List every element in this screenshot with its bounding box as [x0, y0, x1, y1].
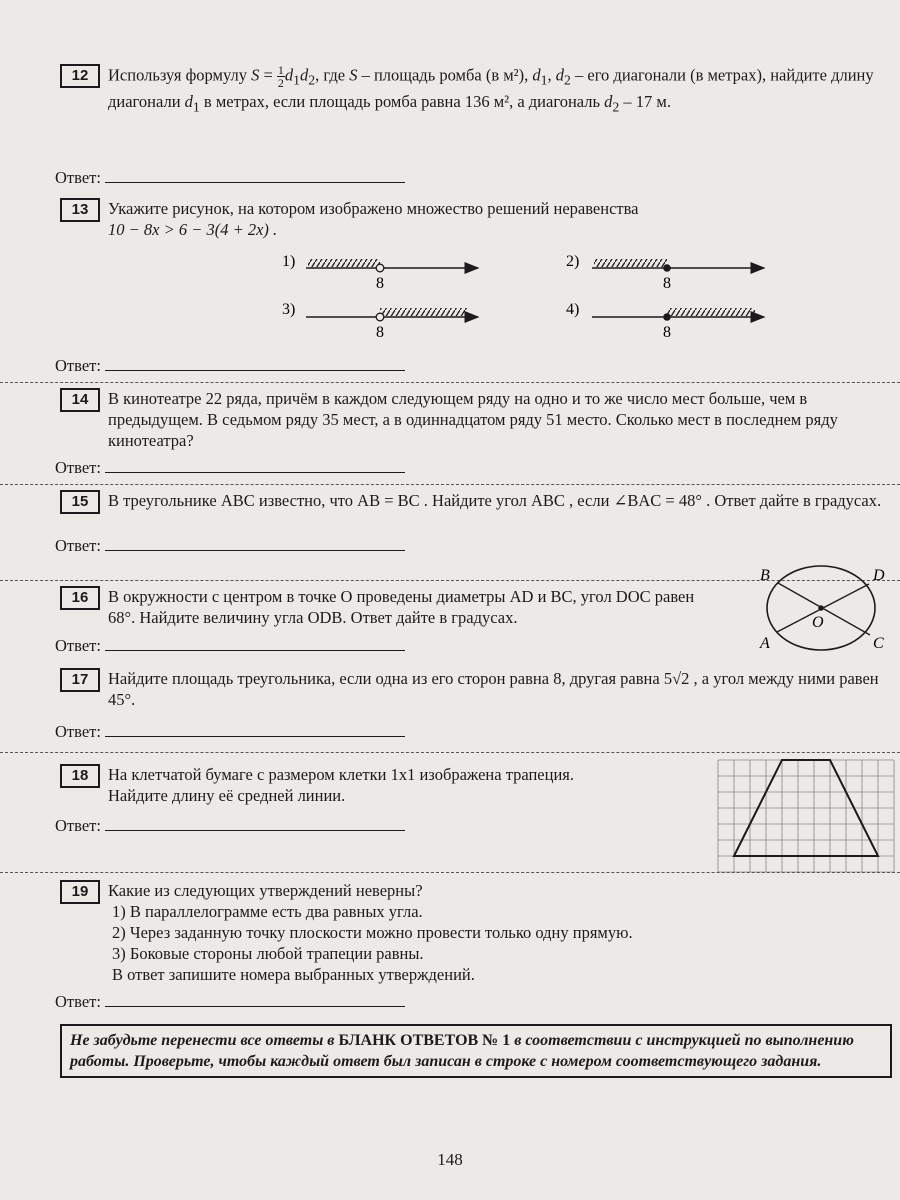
circle-diagram: [752, 562, 892, 662]
divider: [0, 484, 900, 485]
grid-trapezoid-diagram: [716, 758, 896, 873]
problem-16: [60, 586, 700, 628]
answer-12: Ответ:: [55, 168, 405, 188]
answer-line-17[interactable]: [105, 722, 405, 737]
problem-number: 12: [60, 64, 100, 88]
problem-text: Найдите площадь треугольника, если одна из его сторон равна 8, другая равна 5√2 , а угол между ними равен 45°.: [108, 669, 879, 709]
svg-text:D: D: [873, 567, 885, 584]
point-label: 8: [663, 324, 671, 341]
divider: [0, 752, 900, 753]
point-label: 8: [663, 275, 671, 292]
option-2-number-line[interactable]: [566, 253, 764, 292]
problem-13: [60, 198, 898, 240]
problem-14: [60, 388, 898, 451]
instruction: В ответ запишите номера выбранных утверждений.: [112, 965, 475, 984]
closed-point: [663, 313, 671, 321]
option-1-number-line[interactable]: [282, 253, 478, 292]
fraction-one-half: $\frac{1}{2}$: [277, 63, 284, 90]
point-label: 8: [376, 324, 384, 341]
answer-line-15[interactable]: [105, 536, 405, 551]
problem-15: [60, 490, 898, 511]
problem-text: В окружности с центром в точке O проведены диаметры AD и BC, угол DOC равен 68°. Найдите величину угла ODB. Ответ дайте в градусах.: [108, 587, 695, 627]
problem-text: На клетчатой бумаге с размером клетки 1x1 изображена трапеция. Найдите длину её средней линии.: [108, 765, 574, 805]
problem-19: [60, 880, 898, 985]
problem-number: 13: [60, 198, 100, 222]
statement-3: 3) Боковые стороны любой трапеции равны.: [112, 944, 424, 963]
center-point: [818, 605, 824, 611]
statement-1: 1) В параллелограмме есть два равных угла.: [112, 902, 423, 921]
open-point: [376, 313, 384, 321]
answer-line-19[interactable]: [105, 992, 405, 1007]
answer-18: Ответ:: [55, 816, 405, 836]
page-number: 148: [437, 1150, 463, 1169]
problem-12: [60, 64, 898, 117]
answer-17: Ответ:: [55, 722, 405, 742]
open-point: [376, 264, 384, 272]
point-label: 8: [376, 275, 384, 292]
problem-text: Используя формулу S = $\frac{1}{2}$ $d_1d_2$, где S – площадь ромба (в м²), $d_1$, $d_2$ – его диагонали (в метрах), найдите длину диагонали $d_1$ в метрах, если площадь ромба равна 136 м², а диагональ $d_2 - 17$ м.: [108, 63, 874, 114]
problem-text: Укажите рисунок, на котором изображено множество решений неравенства 10 − 8x > 6 − 3(4 + 2x) .: [108, 199, 639, 239]
problem-number: 18: [60, 764, 100, 788]
problem-number: 14: [60, 388, 100, 412]
answer-16: Ответ:: [55, 636, 405, 656]
option-label: 3): [282, 301, 296, 318]
problem-text: Какие из следующих утверждений неверны? 1) В параллелограмме есть два равных угла. 2) Через заданную точку плоскости можно провести только одну прямую. 3) Боковые стороны любой трапеции равны. В ответ запишите номера выбранных утверждений.: [108, 880, 898, 985]
option-label: 4): [566, 301, 580, 318]
problem-number: 17: [60, 668, 100, 692]
svg-text:O: O: [812, 614, 824, 631]
divider: [0, 382, 900, 383]
inequality: 10 − 8x > 6 − 3(4 + 2x) .: [108, 220, 278, 239]
transfer-answers-notice: Не забудьте перенести все ответы в БЛАНК ОТВЕТОВ № 1 в соответствии с инструкцией по выполнению работы. Проверьте, чтобы каждый ответ был записан в строке с номером соответствующего задания.: [60, 1024, 892, 1078]
answer-line-14[interactable]: [105, 458, 405, 473]
problem-number: 19: [60, 880, 100, 904]
closed-point: [663, 264, 671, 272]
problem-17: [60, 668, 898, 710]
answer-line-13[interactable]: [105, 356, 405, 371]
divider: [0, 872, 900, 873]
option-4-number-line[interactable]: [566, 301, 764, 341]
statement-2: 2) Через заданную точку плоскости можно провести только одну прямую.: [112, 923, 633, 942]
option-3-number-line[interactable]: [282, 301, 478, 341]
problem-number: 16: [60, 586, 100, 610]
answer-line-16[interactable]: [105, 636, 405, 651]
problem-18: [60, 764, 710, 806]
option-label: 1): [282, 253, 296, 270]
problem-number: 15: [60, 490, 100, 514]
answer-15: Ответ:: [55, 536, 405, 556]
answer-13: Ответ:: [55, 356, 405, 376]
answer-19: Ответ:: [55, 992, 405, 1012]
svg-text:B: B: [760, 567, 770, 584]
answer-line-12[interactable]: [105, 168, 405, 183]
svg-text:C: C: [873, 635, 884, 652]
problem-text: В треугольнике ABC известно, что AB = BC . Найдите угол ABC , если ∠BAC = 48° . Ответ дайте в градусах.: [108, 491, 882, 510]
answer-line-18[interactable]: [105, 816, 405, 831]
problem-text: В кинотеатре 22 ряда, причём в каждом следующем ряду на одно и то же число мест больше, чем в предыдущем. В седьмом ряду 35 мест, а в одиннадцатом ряду 51 место. Сколько мест в последнем ряду кинотеатра?: [108, 389, 838, 450]
option-label: 2): [566, 253, 580, 270]
number-line-options: [0, 246, 900, 356]
svg-text:A: A: [760, 635, 770, 652]
answer-14: Ответ:: [55, 458, 405, 478]
